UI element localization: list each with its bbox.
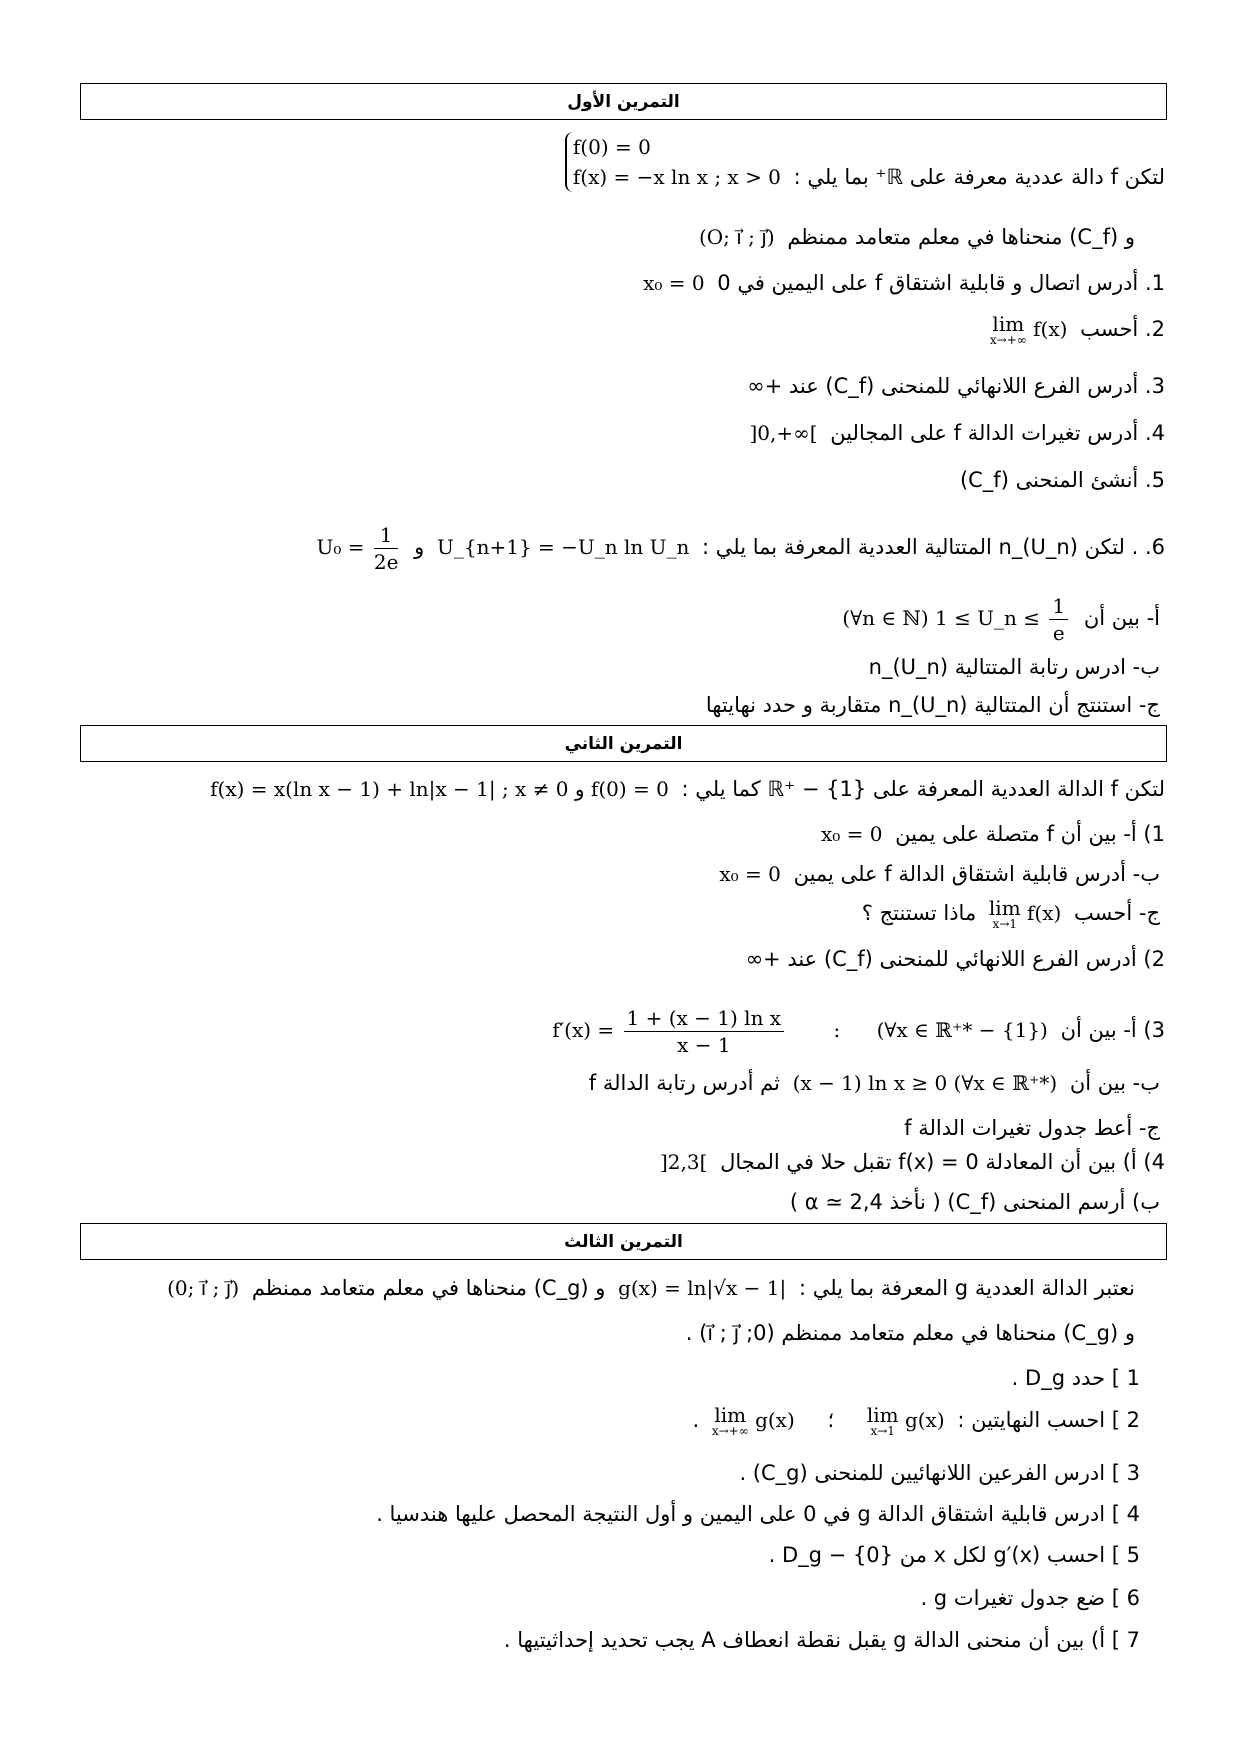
ex2-q1a-math: x₀ = 0 bbox=[820, 822, 883, 846]
ex3-intro-2: و (C_g) منحناها في معلم متعامد ممنظم bbox=[251, 1276, 606, 1300]
ex1-q2-text: 2. أحسب bbox=[1080, 317, 1165, 341]
ex3-q2-lim-b: lim bbox=[714, 1402, 747, 1427]
ex1-system-line-1: f(0) = 0 bbox=[572, 135, 651, 159]
ex2-q3a-math: f′(x) = $\frac{\text{1 + (x − 1) ln x}}{x - 1}$ : (∀x ∈ ℝ⁺* − {1}) bbox=[552, 1006, 1048, 1057]
ex1-frame: (O; i⃗ ; j⃗) bbox=[698, 225, 775, 249]
ex1-q1-text: 1. أدرس اتصال و قابلية اشتقاق f على اليمين في 0 bbox=[717, 271, 1165, 295]
ex2-q3c bbox=[904, 1113, 1160, 1143]
ex2-q4b bbox=[790, 1187, 1160, 1217]
ex1-q2-lim: lim bbox=[992, 311, 1025, 336]
ex1-qa-math bbox=[842, 593, 1071, 646]
ex1-qa bbox=[836, 593, 1160, 646]
ex1-q2-math bbox=[989, 311, 1068, 347]
exercise-1-title: التمرين الأول bbox=[567, 91, 680, 112]
ex2-q3a-num: 1 + (x − 1) ln x bbox=[624, 1005, 785, 1032]
ex2-q3a-fprime: f′(x) = bbox=[552, 1018, 615, 1042]
ex2-q3a-text: 3) أ- بين أن bbox=[1060, 1018, 1165, 1042]
ex2-q1c bbox=[861, 895, 1160, 931]
exercise-3-header bbox=[80, 1223, 1167, 1260]
ex3-q2-gb: g(x) bbox=[755, 1408, 795, 1432]
ex2-q3a bbox=[546, 1005, 1165, 1058]
ex3-q7-text: 7 ] أ) بين أن منحنى الدالة g يقبل نقطة انعطاف A يجب تحديد إحداثيتيها . bbox=[503, 1628, 1140, 1652]
ex1-qa-ineq: (∀n ∈ ℕ) 1 ≤ U_n ≤ bbox=[842, 606, 1041, 630]
ex2-q3b-math: (x − 1) ln x ≥ 0 (∀x ∈ ℝ⁺*) bbox=[792, 1071, 1058, 1095]
ex1-curve: و (C_f) منحناها في معلم متعامد ممنظم bbox=[787, 225, 1135, 249]
ex2-q3b-text: ب- بين أن bbox=[1069, 1071, 1160, 1095]
exercise-2-title: التمرين الثاني bbox=[564, 733, 683, 754]
ex2-definition: f(x) = x(ln x − 1) + ln|x − 1| ; x ≠ 0 و f(0) = 0 bbox=[210, 777, 669, 801]
ex3-definition: g(x) = ln|√x − 1| bbox=[618, 1276, 787, 1300]
ex3-q2-limit-a bbox=[866, 1402, 899, 1438]
ex3-q2-ga: g(x) bbox=[904, 1408, 945, 1432]
ex3-q4 bbox=[376, 1499, 1140, 1529]
ex1-qb bbox=[869, 652, 1160, 682]
ex1-q6-u0: U₀ = bbox=[316, 535, 365, 559]
ex1-q3-text: 3. أدرس الفرع اللانهائي للمنحنى (C_f) عند +∞ bbox=[747, 374, 1165, 398]
exercise-3-title: التمرين الثالث bbox=[564, 1231, 683, 1252]
ex3-frame: (0; i⃗ ; j⃗) bbox=[167, 1276, 240, 1300]
ex3-q3 bbox=[739, 1458, 1140, 1488]
ex1-q6-and: و bbox=[414, 535, 425, 559]
ex3-q2-math bbox=[866, 1402, 945, 1438]
ex1-qa-num: 1 bbox=[1049, 593, 1068, 620]
ex1-q4 bbox=[743, 418, 1165, 448]
ex1-q5 bbox=[960, 465, 1165, 495]
ex3-q2: 2 ] احسب النهايتين : lim x→1 g(x) ؛ lim x→+∞ g(x) . bbox=[692, 1402, 1140, 1438]
ex2-q4b-text: ب) أرسم المنحنى (C_f) ( نأخذ α ≃ 2,4 ) bbox=[789, 1190, 1160, 1214]
ex3-q2-limit-b bbox=[711, 1402, 749, 1438]
ex1-q2-fx: f(x) bbox=[1033, 317, 1068, 341]
ex2-intro-line bbox=[204, 774, 1165, 804]
ex3-q1 bbox=[1012, 1363, 1140, 1393]
ex3-q5-text: 5 ] احسب g′(x) لكل x من D_g − {0} . bbox=[768, 1543, 1140, 1567]
ex3-q4-text: 4 ] ادرس قابلية اشتقاق الدالة g في 0 على اليمين و أول النتيجة المحصل عليها هندسيا . bbox=[376, 1502, 1140, 1526]
ex2-q1c-limit bbox=[988, 895, 1021, 931]
ex1-curve-line bbox=[693, 222, 1135, 252]
ex3-q3-text: 3 ] ادرس الفرعين اللانهائيين للمنحنى (C_g) . bbox=[739, 1461, 1140, 1485]
ex1-q6-text: 6. . لتكن (U_n)_n المتتالية العددية المعرفة بما يلي : bbox=[702, 535, 1165, 559]
exercise-2-header bbox=[80, 725, 1167, 762]
ex2-q4a-text: 4) أ) بين أن المعادلة f(x) = 0 تقبل حلا في المجال bbox=[720, 1150, 1165, 1174]
ex2-q4a-math: ]2,3[ bbox=[660, 1150, 708, 1174]
ex2-q2 bbox=[746, 944, 1165, 974]
ex1-q1 bbox=[637, 268, 1165, 298]
ex1-q5-text: 5. أنشئ المنحنى (C_f) bbox=[959, 468, 1165, 492]
ex1-q6-fraction bbox=[374, 522, 399, 575]
ex2-q1c-text: ج- أحسب bbox=[1074, 901, 1160, 925]
ex2-q4a bbox=[654, 1147, 1165, 1177]
ex3-q2-lim-b-sub: x→+∞ bbox=[711, 1423, 749, 1438]
ex3-line2 bbox=[686, 1318, 1135, 1348]
ex2-q1c-math bbox=[988, 895, 1062, 931]
ex3-q2-lim-a: lim bbox=[866, 1402, 899, 1427]
ex1-q2-lim-sub: x→+∞ bbox=[989, 332, 1027, 347]
ex1-q1-math: x₀ = 0 bbox=[643, 271, 705, 295]
ex2-q3b bbox=[589, 1068, 1160, 1098]
ex2-q1a bbox=[815, 819, 1165, 849]
ex2-q1b-math: x₀ = 0 bbox=[719, 862, 781, 886]
ex1-q6-recurrence: U_{n+1} = −U_n ln U_n bbox=[436, 535, 690, 559]
ex2-q3a-fraction bbox=[624, 1005, 785, 1058]
ex3-q2-separator: ؛ bbox=[827, 1408, 835, 1432]
ex1-qa-fraction bbox=[1049, 593, 1068, 646]
ex3-q6-text: 6 ] ضع جدول تغيرات g . bbox=[920, 1586, 1140, 1610]
ex3-q1-text: 1 ] حدد D_g . bbox=[1011, 1366, 1140, 1390]
ex1-system bbox=[565, 132, 781, 192]
ex1-intro-line bbox=[559, 132, 1165, 192]
ex3-q2-math-b bbox=[711, 1402, 795, 1438]
ex3-q6 bbox=[920, 1583, 1140, 1613]
ex2-q1c-fx: f(x) bbox=[1027, 901, 1062, 925]
ex2-q3b-text-2: ثم أدرس رتابة الدالة f bbox=[588, 1071, 780, 1095]
ex3-q2-text: 2 ] احسب النهايتين : bbox=[957, 1408, 1140, 1432]
ex2-q2-text: 2) أدرس الفرع اللانهائي للمنحنى (C_f) عند +∞ bbox=[745, 947, 1165, 971]
ex2-q1c-lim: lim bbox=[988, 895, 1021, 920]
ex2-q3a-den: x − 1 bbox=[677, 1033, 731, 1057]
ex3-line2-text: و (C_g) منحناها في معلم متعامد ممنظم (0; i⃗ ; j⃗) . bbox=[685, 1321, 1135, 1345]
ex1-q4-text: 4. أدرس تغيرات الدالة f على المجالين bbox=[830, 421, 1165, 445]
exercise-1-header bbox=[80, 83, 1167, 120]
ex2-q1c-lim-sub: x→1 bbox=[992, 916, 1018, 931]
ex2-q3c-text: ج- أعط جدول تغيرات الدالة f bbox=[904, 1116, 1160, 1140]
ex2-q3a-condition: (∀x ∈ ℝ⁺* − {1}) bbox=[876, 1018, 1048, 1042]
ex1-q2-limit bbox=[989, 311, 1027, 347]
ex2-q1c-question: ماذا تستنتج ؟ bbox=[861, 901, 977, 925]
ex3-q5 bbox=[769, 1540, 1140, 1570]
ex1-q3 bbox=[747, 371, 1165, 401]
ex1-qb-text: ب- ادرس رتابة المتتالية (U_n)_n bbox=[868, 655, 1160, 679]
ex1-q6 bbox=[311, 522, 1165, 575]
ex1-system-line-2: f(x) = −x ln x ; x > 0 bbox=[572, 165, 781, 189]
ex2-q1b-text: ب- أدرس قابلية اشتقاق الدالة f على يمين bbox=[793, 862, 1160, 886]
ex2-q1b bbox=[713, 859, 1160, 889]
ex1-qa-text: أ- بين أن bbox=[1083, 606, 1160, 630]
ex2-intro: لتكن f الدالة العددية المعرفة على ℝ⁺ − {1} كما يلي : bbox=[681, 777, 1165, 801]
ex2-q1a-text: 1) أ- بين أن f متصلة على يمين bbox=[895, 822, 1165, 846]
ex1-intro: لتكن f دالة عددية معرفة على ℝ⁺ بما يلي : bbox=[793, 165, 1165, 189]
ex1-q6-den: 2e bbox=[373, 550, 399, 574]
ex1-q4-math: ]0,+∞[ bbox=[749, 421, 818, 445]
ex3-intro: نعتبر الدالة العددية g المعرفة بما يلي : bbox=[798, 1276, 1135, 1300]
ex1-q6-num: 1 bbox=[374, 522, 399, 549]
ex1-q6-initial bbox=[317, 522, 402, 575]
ex1-qc bbox=[706, 690, 1160, 720]
ex1-q2 bbox=[984, 311, 1165, 347]
ex1-qc-text: ج- استنتج أن المتتالية (U_n)_n متقاربة و حدد نهايتها bbox=[705, 693, 1160, 717]
ex3-intro-line bbox=[161, 1273, 1135, 1303]
ex3-q7 bbox=[504, 1625, 1140, 1655]
ex1-qa-den: e bbox=[1052, 621, 1065, 645]
ex3-q2-lim-a-sub: x→1 bbox=[870, 1423, 895, 1438]
